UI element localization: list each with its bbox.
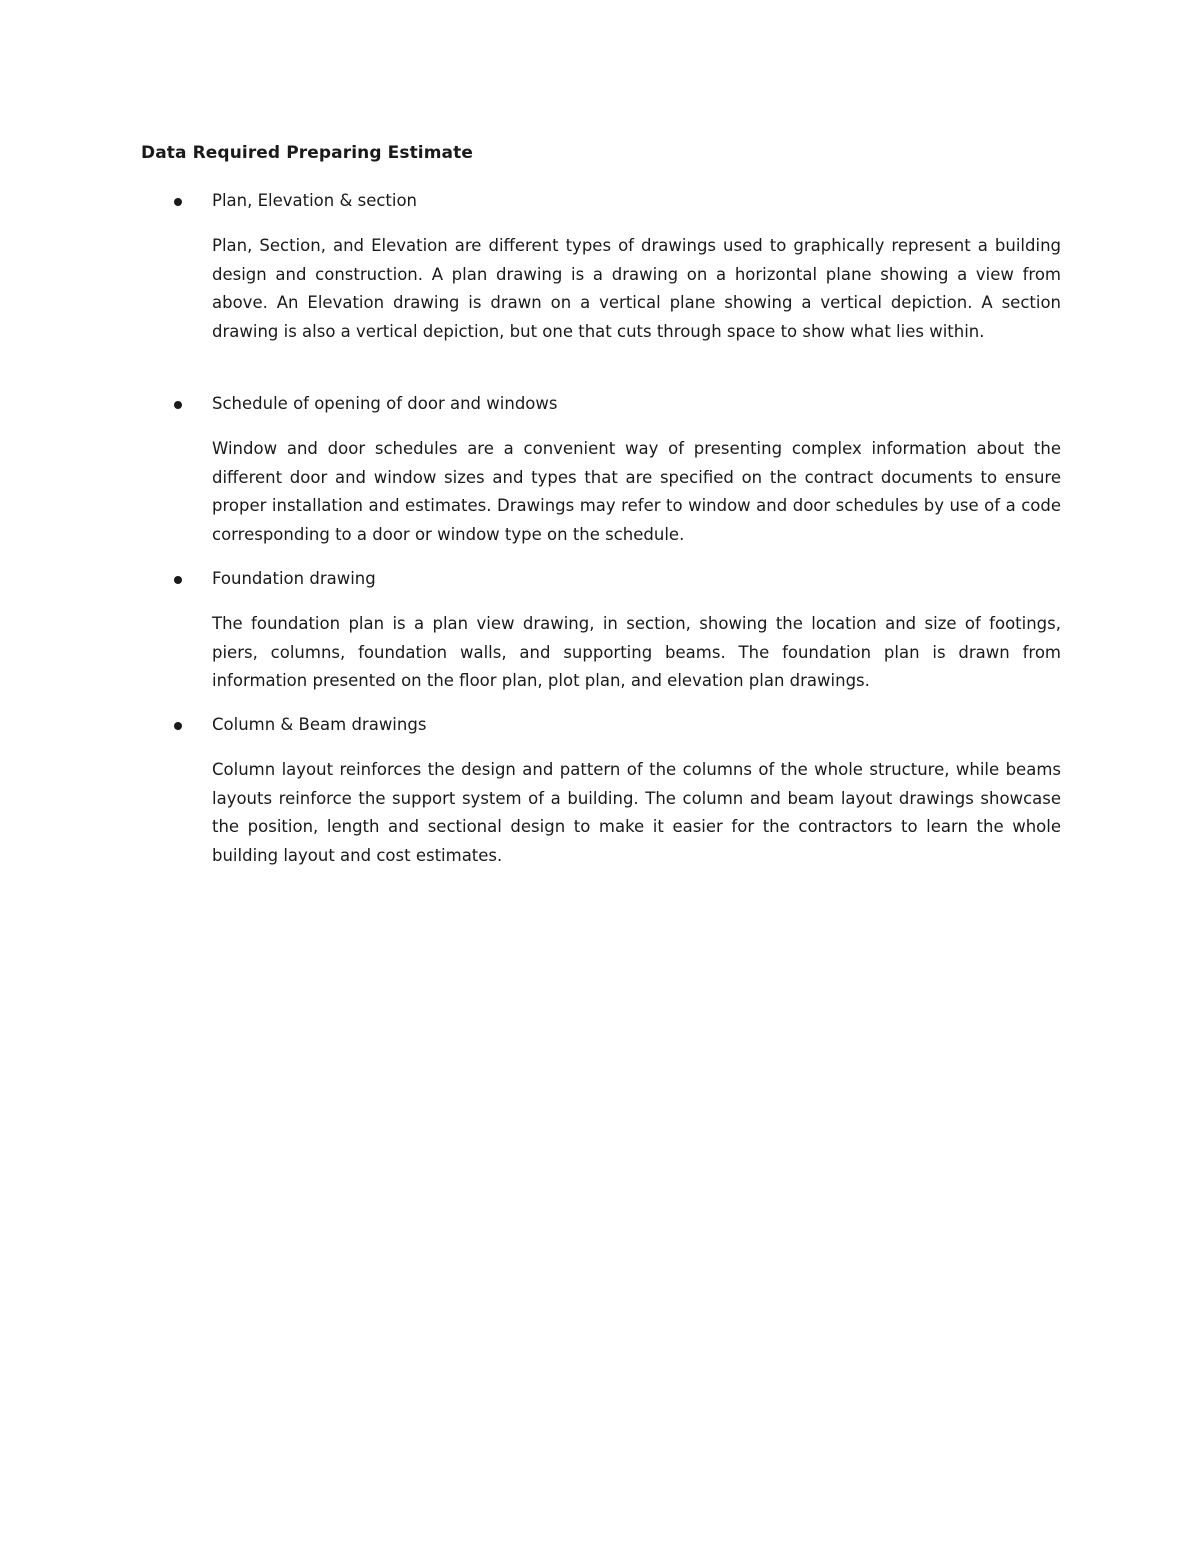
bullet-label: Schedule of opening of door and windows — [212, 394, 558, 413]
bullet-icon — [174, 722, 182, 730]
bullet-icon — [174, 198, 182, 206]
page-title: Data Required Preparing Estimate — [141, 143, 473, 163]
bullet-item — [141, 712, 1061, 738]
bullet-item — [141, 391, 1061, 417]
section-paragraph: Column layout reinforces the design and pattern of the columns of the whole structure, while beams layouts reinforce the support system of a building. The column and beam layout drawings showcase the position, length and sectional design to make it easier for the contractors to learn the whole building layout and cost estimates. — [212, 760, 1061, 865]
bullet-label: Plan, Elevation & section — [212, 191, 418, 210]
bullet-item — [141, 188, 1061, 214]
bullet-item — [141, 566, 1061, 592]
bullet-icon — [174, 401, 182, 409]
section-column-beam-drawings — [141, 712, 1061, 870]
bullet-label: Column & Beam drawings — [212, 715, 427, 734]
section-paragraph: Plan, Section, and Elevation are different types of drawings used to graphically represent a building design and construction. A plan drawing is a drawing on a horizontal plane showing a view from above. An Elevation drawing is drawn on a vertical plane showing a vertical depiction. A section drawing is also a vertical depiction, but one that cuts through space to show what lies within. — [212, 236, 1061, 341]
section-door-window-schedule — [141, 391, 1061, 549]
section-paragraph: The foundation plan is a plan view drawing, in section, showing the location and size of footings, piers, columns, foundation walls, and supporting beams. The foundation plan is drawn from information presented on the floor plan, plot plan, and elevation plan drawings. — [212, 614, 1061, 691]
bullet-icon — [174, 576, 182, 584]
section-plan-elevation — [141, 188, 1061, 346]
bullet-label: Foundation drawing — [212, 569, 376, 588]
section-paragraph: Window and door schedules are a convenient way of presenting complex information about the different door and window sizes and types that are specified on the contract documents to ensure proper installation and estimates. Drawings may refer to window and door schedules by use of a code corresponding to a door or window type on the schedule. — [212, 439, 1061, 544]
section-foundation-drawing — [141, 566, 1061, 696]
